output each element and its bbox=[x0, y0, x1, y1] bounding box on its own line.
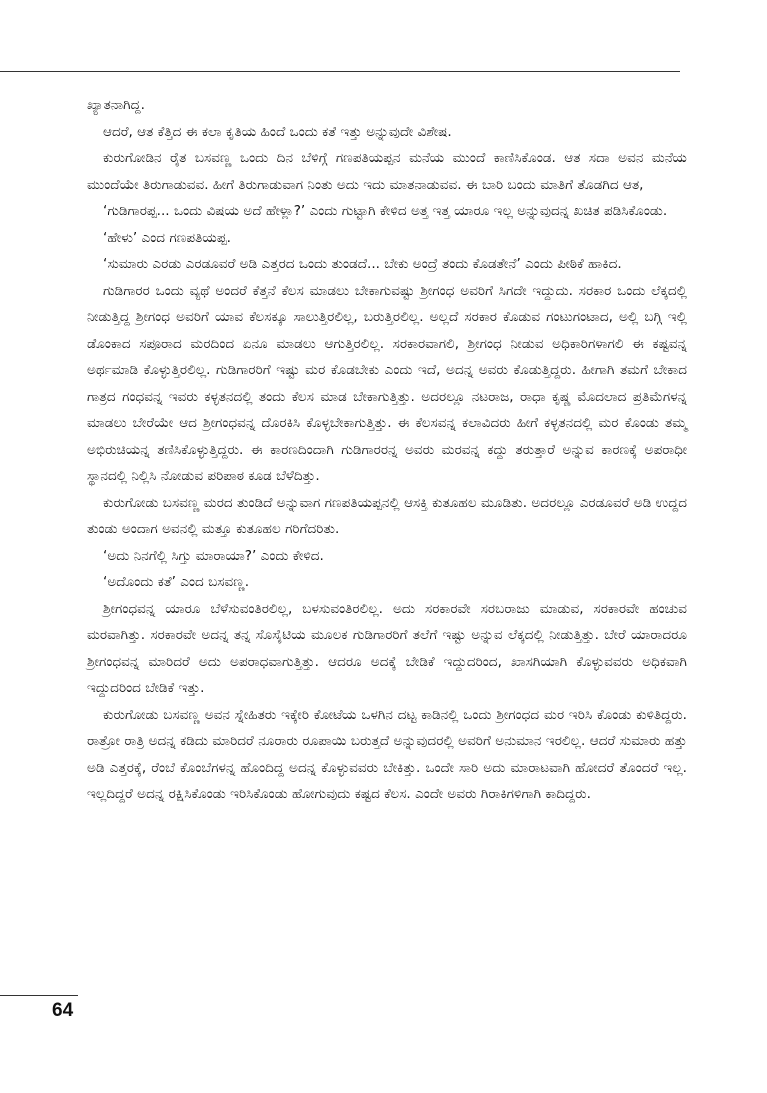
paragraph: ಗುಡಿಗಾರರ ಒಂದು ವ್ಯಥೆ ಅಂದರೆ ಕೆತ್ತನೆ ಕೆಲಸ ಮಾಡಲು ಬೇಕಾಗುವಷ್ಟು ಶ್ರೀಗಂಧ ಅವರಿಗೆ ಸಿಗದೇ ಇದ್ದುದು. ಸರಕಾರ ಒಂದು ಲೆಕ್ಕದಲ್ಲಿ ನೀಡುತ್ತಿದ್ದ ಶ್ರೀಗಂಧ ಅವರಿಗೆ ಯಾವ ಕೆಲಸಕ್ಕೂ ಸಾಲುತ್ತಿರಲಿಲ್ಲ, ಬರುತ್ತಿರಲಿಲ್ಲ. ಅಲ್ಲದೆ ಸರಕಾರ ಕೊಡುವ ಗಂಟುಗಂಟಾದ, ಅಲ್ಲಿ ಬಗ್ಗಿ ಇಲ್ಲಿ ಡೊಂಕಾದ ಸಪೂರಾದ ಮರದಿಂದ ಏನೂ ಮಾಡಲು ಆಗುತ್ತಿರಲಿಲ್ಲ. ಸರಕಾರವಾಗಲಿ, ಶ್ರೀಗಂಧ ನೀಡುವ ಅಧಿಕಾರಿಗಳಾಗಲಿ ಈ ಕಷ್ಟವನ್ನ ಅರ್ಥಮಾಡಿ ಕೊಳ್ಳುತ್ತಿರಲಿಲ್ಲ. ಗುಡಿಗಾರರಿಗೆ ಇಷ್ಟು ಮರ ಕೊಡಬೇಕು ಎಂದು ಇದೆ, ಅದನ್ನ ಅವರು ಕೊಡುತ್ತಿದ್ದರು. ಹೀಗಾಗಿ ತಮಗೆ ಬೇಕಾದ ಗಾತ್ರದ ಗಂಧವನ್ನ ಇವರು ಕಳ್ಳತನದಲ್ಲಿ ತಂದು ಕೆಲಸ ಮಾಡ ಬೇಕಾಗುತ್ತಿತ್ತು. ಅದರಲ್ಲೂ ನಟರಾಜ, ರಾಧಾ ಕೃಷ್ಣ ಮೊದಲಾದ ಪ್ರತಿಮೆಗಳನ್ನ ಮಾಡಲು ಬೇರೆಯೇ ಆದ ಶ್ರೀಗಂಧವನ್ನ ದೊರಕಿಸಿ ಕೊಳ್ಳಬೇಕಾಗುತ್ತಿತ್ತು. ಈ ಕೆಲಸವನ್ನ ಕಲಾವಿದರು ಹೀಗೆ ಕಳ್ಳತನದಲ್ಲಿ ಮರ ಕೊಂಡು ತಮ್ಮ ಅಭಿರುಚಿಯನ್ನ ತಣಿಸಿಕೊಳ್ಳುತ್ತಿದ್ದರು. ಈ ಕಾರಣದಿಂದಾಗಿ ಗುಡಿಗಾರರನ್ನ ಅವರು ಮರವನ್ನ ಕದ್ದು ತರುತ್ತಾರೆ ಅನ್ನುವ ಕಾರಣಕ್ಕೆ ಅಪರಾಧೀ ಸ್ಥಾನದಲ್ಲಿ ನಿಲ್ಲಿಸಿ ನೋಡುವ ಪರಿಪಾಠ ಕೂಡ ಬೆಳೆದಿತ್ತು. bbox=[87, 282, 687, 484]
paragraph: ‘ಸುಮಾರು ಎರಡು ಎರಡೂವರೆ ಅಡಿ ಎತ್ತರದ ಒಂದು ತುಂಡದೆ... ಬೇಕು ಅಂದ್ರೆ ತಂದು ಕೊಡತೇನೆ’ ಎಂದು ಪೀಠಿಕೆ ಹಾಕಿದ. bbox=[103, 256, 622, 272]
paragraph: ‘ಹೇಳು’ ಎಂದ ಗಣಪತಿಯಪ್ಪ. bbox=[103, 229, 231, 246]
paragraph: ಕುರುಗೋಡು ಬಸವಣ್ಣ ಮರದ ತುಂಡಿದೆ ಅನ್ನುವಾಗ ಗಣಪತಿಯಪ್ಪನಲ್ಲಿ ಆಸಕ್ತಿ ಕುತೂಹಲ ಮೂಡಿತು. ಅದರಲ್ಲೂ ಎರಡೂವರೆ ಅಡಿ ಉದ್ದದ ತುಂಡು ಅಂದಾಗ ಅವನಲ್ಲಿ ಮತ್ತೂ ಕುತೂಹಲ ಗರಿಗೆದರಿತು. bbox=[87, 494, 687, 537]
paragraph: ಶ್ರೀಗಂಧವನ್ನ ಯಾರೂ ಬೆಳೆಸುವಂತಿರಲಿಲ್ಲ, ಬಳಸುವಂತಿರಲಿಲ್ಲ. ಅದು ಸರಕಾರವೇ ಸರಬರಾಜು ಮಾಡುವ, ಸರಕಾರವೇ ಹಂಚುವ ಮರವಾಗಿತ್ತು. ಸರಕಾರವೇ ಅದನ್ನ ತನ್ನ ಸೊಸೈಟಿಯ ಮೂಲಕ ಗುಡಿಗಾರರಿಗೆ ತಲೆಗೆ ಇಷ್ಟು ಅನ್ನುವ ಲೆಕ್ಕದಲ್ಲಿ ನೀಡುತ್ತಿತ್ತು. ಬೇರೆ ಯಾರಾದರೂ ಶ್ರೀಗಂಧವನ್ನ ಮಾರಿದರೆ ಅದು ಅಪರಾಧವಾಗುತ್ತಿತ್ತು. ಆದರೂ ಅದಕ್ಕೆ ಬೇಡಿಕೆ ಇದ್ದುದರಿಂದ, ಖಾಸಗಿಯಾಗಿ ಕೊಳ್ಳುವವರು ಅಧಿಕವಾಗಿ ಇದ್ದುದರಿಂದ ಬೇಡಿಕೆ ಇತ್ತು. bbox=[87, 600, 687, 696]
paragraph: ‘ಗುಡಿಗಾರಪ್ಪ... ಒಂದು ವಿಷಯ ಅದೆ ಹೇಳ್ಲಾ?’ ಎಂದು ಗುಟ್ಟಾಗಿ ಕೇಳಿದ ಅತ್ತ ಇತ್ತ ಯಾರೂ ಇಲ್ಲ ಅನ್ನುವುದನ್ನ ಖಚಿತ ಪಡಿಸಿಕೊಂಡು. bbox=[103, 203, 668, 219]
top-rule bbox=[0, 71, 680, 72]
paragraph: ‘ಅದು ನಿನಗೆಲ್ಲಿ ಸಿಗ್ತು ಮಾರಾಯಾ?’ ಎಂದು ಕೇಳಿದ. bbox=[103, 547, 324, 564]
paragraph: ಕುರುಗೋಡು ಬಸವಣ್ಣ ಅವನ ಸ್ನೇಹಿತರು ಇಕ್ಕೇರಿ ಕೋಟೆಯ ಒಳಗಿನ ದಟ್ಟ ಕಾಡಿನಲ್ಲಿ ಒಂದು ಶ್ರೀಗಂಧದ ಮರ ಇರಿಸಿ ಕೊಂಡು ಕುಳಿತಿದ್ದರು. ರಾತ್ರೋ ರಾತ್ರಿ ಅದನ್ನ ಕಡಿದು ಮಾರಿದರೆ ನೂರಾರು ರೂಪಾಯಿ ಬರುತ್ತದೆ ಅನ್ನುವುದರಲ್ಲಿ ಅವರಿಗೆ ಅನುಮಾನ ಇರಲಿಲ್ಲ. ಆದರೆ ಸುಮಾರು ಹತ್ತು ಅಡಿ ಎತ್ತರಕ್ಕೆ, ರೆಂಬೆ ಕೊಂಬೆಗಳನ್ನ ಹೊಂದಿದ್ದ ಅದನ್ನ ಕೊಳ್ಳುವವರು ಬೇಕಿತ್ತು. ಒಂದೇ ಸಾರಿ ಅದು ಮಾರಾಟವಾಗಿ ಹೋದರೆ ತೊಂದರೆ ಇಲ್ಲ. ಇಲ್ಲದಿದ್ದರೆ ಅದನ್ನ ರಕ್ಷಿಸಿಕೊಂಡು ಇರಿಸಿಕೊಂಡು ಹೋಗುವುದು ಕಷ್ಟದ ಕೆಲಸ. ಎಂದೇ ಅವರು ಗಿರಾಕಿಗಳಿಗಾಗಿ ಕಾದಿದ್ದರು. bbox=[87, 706, 687, 802]
paragraph: ಆದರೆ, ಆತ ಕೆತ್ತಿದ ಈ ಕಲಾ ಕೃತಿಯ ಹಿಂದೆ ಒಂದು ಕತೆ ಇತ್ತು ಅನ್ನುವುದೇ ವಿಶೇಷ. bbox=[103, 123, 452, 140]
footer-rule bbox=[0, 995, 78, 996]
body-text bbox=[87, 92, 687, 808]
page-number: 64 bbox=[52, 1000, 74, 1021]
paragraph: ‘ಅದೊಂದು ಕತೆ’ ಎಂದ ಬಸವಣ್ಣ. bbox=[103, 574, 250, 590]
paragraph: ಖ್ಯಾತನಾಗಿದ್ದ. bbox=[87, 97, 145, 113]
paragraph: ಕುರುಗೋಡಿನ ರೈತ ಬಸವಣ್ಣ ಒಂದು ದಿನ ಬೆಳಿಗ್ಗೆ ಗಣಪತಿಯಪ್ಪನ ಮನೆಯ ಮುಂದೆ ಕಾಣಿಸಿಕೊಂಡ. ಆತ ಸದಾ ಅವನ ಮನೆಯ ಮುಂದೆಯೇ ತಿರುಗಾಡುವವ. ಹೀಗೆ ತಿರುಗಾಡುವಾಗ ನಿಂತು ಅದು ಇದು ಮಾತನಾಡುವವ. ಈ ಬಾರಿ ಬಂದು ಮಾತಿಗೆ ತೊಡಗಿದ ಆತ, bbox=[87, 150, 687, 193]
